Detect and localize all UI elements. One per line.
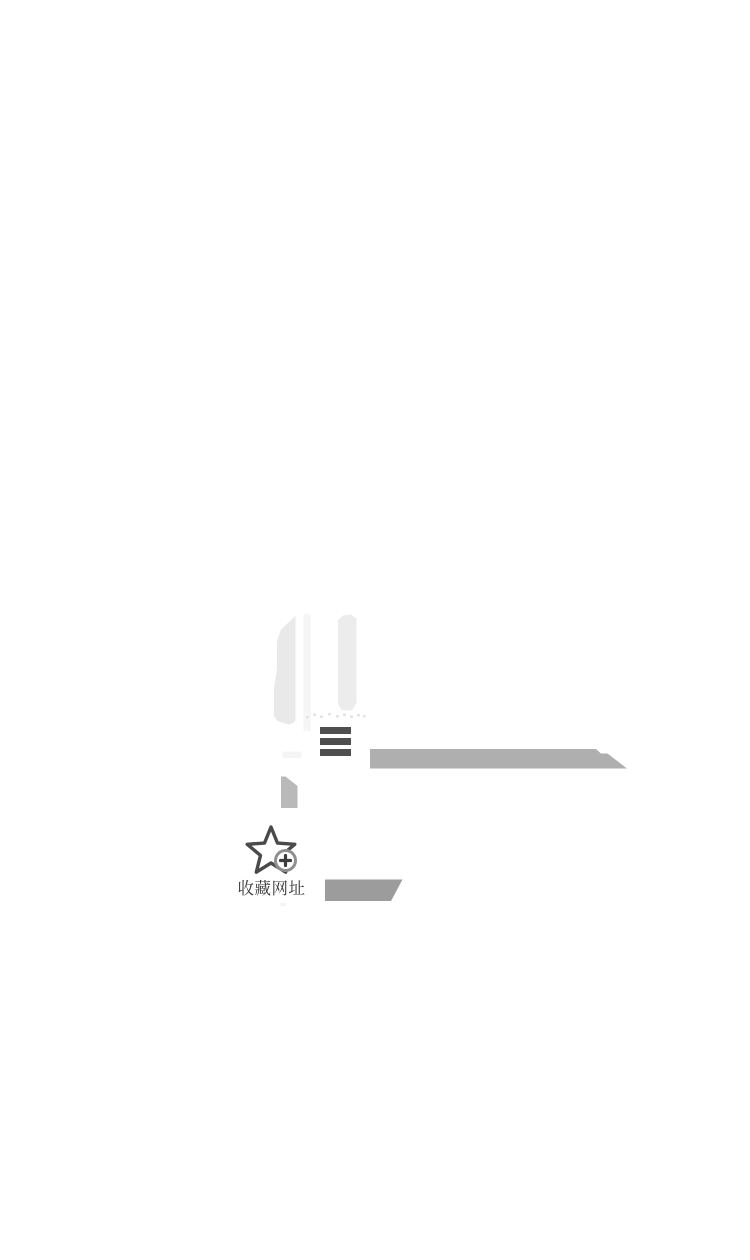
speckle-row [306, 713, 366, 719]
hamburger-menu-button[interactable] [318, 725, 354, 761]
faint-bar-3 [338, 615, 357, 711]
hamburger-bar-bottom [320, 749, 351, 756]
bookmark-site-button[interactable] [235, 818, 308, 899]
bookmark-label: 收藏网址 [237, 880, 306, 898]
hamburger-bar-top [320, 727, 351, 734]
star-plus-icon [235, 818, 308, 876]
hamburger-bar-middle [320, 738, 351, 745]
faint-strip [283, 752, 302, 759]
banner-placeholder[interactable] [370, 749, 627, 769]
box-placeholder[interactable] [325, 880, 403, 902]
faint-mark [280, 903, 286, 906]
image-fragment-placeholder [281, 777, 298, 809]
faint-bar-1 [274, 616, 296, 725]
faint-bar-2 [304, 614, 312, 731]
hamburger-menu-icon [318, 725, 354, 761]
